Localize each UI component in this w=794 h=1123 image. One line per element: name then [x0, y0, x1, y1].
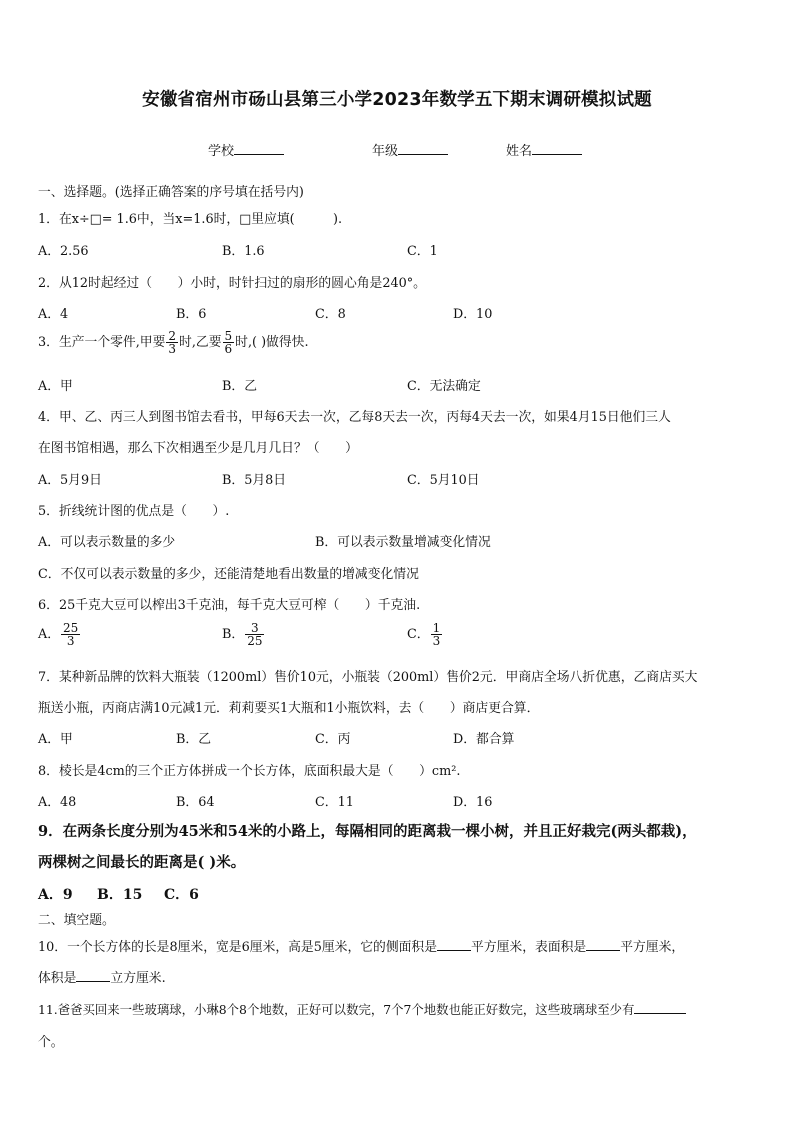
q1-option-b: B．1.6 — [222, 244, 265, 259]
q8-option-c: C．11 — [315, 795, 354, 810]
q9-option-c: C．6 — [164, 887, 199, 903]
question-7-line-2: 瓶送小瓶，丙商店满10元减1元．莉莉要买1大瓶和1小瓶饮料，去（ ）商店更合算． — [38, 701, 540, 716]
q4-option-c: C．5月10日 — [407, 473, 480, 488]
grade-field: 年级 — [372, 140, 448, 159]
q4-option-b: B．5月8日 — [222, 473, 287, 488]
q1-option-c: C．1 — [407, 244, 438, 259]
fraction-2-3: $\frac{2}{3}$ — [168, 329, 177, 356]
q3-option-b: B．乙 — [222, 379, 257, 394]
fraction-5-6: $\frac{5}{6}$ — [224, 329, 233, 356]
q2-option-d: D．10 — [453, 307, 493, 322]
question-10-line-1: 10．一个长方体的长是8厘米，宽是6厘米，高是5厘米，它的侧面积是 平方厘米，表面积是 平方厘米， — [38, 940, 685, 955]
q2-option-c: C．8 — [315, 307, 346, 322]
question-4-line-2: 在图书馆相遇，那么下次相遇至少是几月几日？（ ） — [38, 441, 358, 456]
q2-option-a: A．4 — [38, 307, 69, 322]
q7-option-c: C．丙 — [315, 732, 351, 747]
q3-option-a: A．甲 — [38, 379, 73, 394]
question-5: 5．折线统计图的优点是（ ）. — [38, 504, 230, 519]
section-heading-choice: 一、选择题。(选择正确答案的序号填在括号内) — [38, 185, 304, 200]
q1-option-a: A．2.56 — [38, 244, 89, 259]
question-8: 8．棱长是4cm的三个正方体拼成一个长方体，底面积最大是（ ）cm². — [38, 764, 461, 779]
q5-option-c: C．不仅可以表示数量的多少，还能清楚地看出数量的增减变化情况 — [38, 567, 419, 582]
question-11-line-2: 个。 — [38, 1035, 64, 1050]
q9-option-a: A．9 — [38, 887, 73, 903]
name-field: 姓名 — [506, 140, 582, 159]
question-7-line-1: 7．某种新品牌的饮料大瓶装（1200ml）售价10元，小瓶装（200ml）售价2元．甲商店全场八折优惠，乙商店买大 — [38, 670, 698, 685]
question-3: 3．生产一个零件,甲要 $\frac{2}{3}$ 时,乙要 $\frac{5}{6}$ 时,( )做得快. — [38, 329, 309, 356]
q7-option-a: A．甲 — [38, 732, 73, 747]
page-title: 安徽省宿州市砀山县第三小学2023年数学五下期末调研模拟试题 — [142, 90, 652, 110]
q8-option-b: B．64 — [176, 795, 215, 810]
q6-option-b: B． $\frac{3}{25}$ — [222, 621, 263, 648]
question-11-line-1: 11.爸爸买回来一些玻璃球，小琳8个8个地数，正好可以数完，7个7个地数也能正好数完，这些玻璃球至少有 — [38, 1000, 686, 1018]
question-6: 6．25千克大豆可以榨出3千克油，每千克大豆可榨（ ）千克油. — [38, 598, 421, 613]
question-2: 2．从12时起经过（ ）小时，时针扫过的扇形的圆心角是240°。 — [38, 276, 426, 291]
question-10-line-2: 体积是 立方厘米. — [38, 971, 166, 986]
q6-option-c: C． $\frac{1}{3}$ — [407, 621, 441, 648]
q4-option-a: A．5月9日 — [38, 473, 102, 488]
question-9-line-2: 两棵树之间最长的距离是( )米。 — [38, 854, 246, 871]
school-field: 学校 — [208, 140, 284, 159]
q6-option-a: A． $\frac{25}{3}$ — [38, 621, 79, 648]
q2-option-b: B．6 — [176, 307, 207, 322]
q3-option-c: C．无法确定 — [407, 379, 481, 394]
q7-option-b: B．乙 — [176, 732, 211, 747]
question-4-line-1: 4．甲、乙、丙三人到图书馆去看书，甲每6天去一次，乙每8天去一次，丙每4天去一次，如果4月15日他们三人 — [38, 410, 671, 425]
q9-option-b: B．15 — [97, 887, 143, 903]
q8-option-a: A．48 — [38, 795, 77, 810]
q8-option-d: D．16 — [453, 795, 493, 810]
question-9-line-1: 9．在两条长度分别为45米和54米的小路上，每隔相同的距离栽一棵小树，并且正好栽完(两头都栽)， — [38, 823, 697, 840]
q5-option-b: B．可以表示数量增减变化情况 — [315, 535, 491, 550]
question-1: 1．在x÷□= 1.6中，当x=1.6时，□里应填( ). — [38, 212, 343, 227]
q7-option-d: D．都合算 — [453, 732, 515, 747]
q5-option-a: A．可以表示数量的多少 — [38, 535, 176, 550]
section-heading-fill: 二、填空题。 — [38, 913, 115, 928]
